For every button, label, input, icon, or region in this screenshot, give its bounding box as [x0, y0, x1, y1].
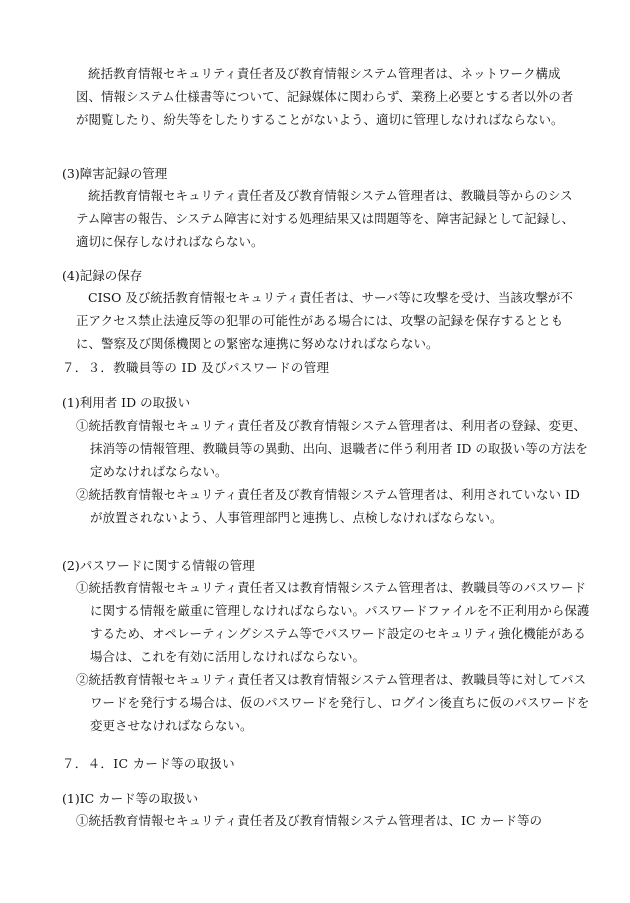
chapter-heading-7-3: ７．３．教職員等の ID 及びパスワードの管理	[62, 360, 330, 375]
intro-paragraph: 統括教育情報セキュリティ責任者及び教育情報システム管理者は、ネットワーク構成図、情報システム仕様書等について、記録媒体に関わらず、業務上必要とする者以外の者が閲覧したり、紛失等をしたりすることがないよう、適切に管理しなければならない。	[76, 66, 574, 127]
fault-records-paragraph: 統括教育情報セキュリティ責任者及び教育情報システム管理者は、教職員等からのシステム障害の報告、システム障害に対する処理結果又は問題等を、障害記録として記録し、適切に保存しなければならない。	[76, 188, 575, 249]
subsection-heading-user-id: (1)利用者 ID の取扱い	[62, 395, 191, 410]
list-item: ②統括教育情報セキュリティ責任者又は教育情報システム管理者は、教職員等に対してパスワードを発行する場合は、仮のパスワードを発行し、ログイン後直ちに仮のパスワードを変更させなければならない。	[76, 672, 590, 733]
chapter-heading-7-4: ７．４．IC カード等の取扱い	[62, 756, 235, 771]
record-retention-paragraph: CISO 及び統括教育情報セキュリティ責任者は、サーバ等に攻撃を受け、当該攻撃が不正アクセス禁止法違反等の犯罪の可能性がある場合には、攻撃の記録を保存するとともに、警察及び関係機関との緊密な連携に努めなければならない。	[76, 290, 573, 351]
list-item: ①統括教育情報セキュリティ責任者又は教育情報システム管理者は、教職員等のパスワードに関する情報を厳重に管理しなければならない。パスワードファイルを不正利用から保護するため、オペレーティングシステム等でパスワード設定のセキュリティ強化機能がある場合は、これを有効に活用しなければならない。	[76, 580, 590, 664]
list-item: ①統括教育情報セキュリティ責任者及び教育情報システム管理者は、IC カード等の	[76, 813, 542, 828]
section-heading-fault-records: (3)障害記録の管理	[62, 166, 168, 181]
list-item: ①統括教育情報セキュリティ責任者及び教育情報システム管理者は、利用者の登録、変更、抹消等の情報管理、教職員等の異動、出向、退職者に伴う利用者 ID の取扱い等の方法を定めなければならない。	[76, 418, 588, 479]
list-item: ②統括教育情報セキュリティ責任者及び教育情報システム管理者は、利用されていない ID が放置されないよう、人事管理部門と連携し、点検しなければならない。	[76, 487, 584, 525]
section-heading-record-retention: (4)記録の保存	[62, 268, 143, 283]
subsection-heading-password-info: (2)パスワードに関する情報の管理	[62, 558, 255, 573]
subsection-heading-ic-card: (1)IC カード等の取扱い	[62, 791, 199, 806]
